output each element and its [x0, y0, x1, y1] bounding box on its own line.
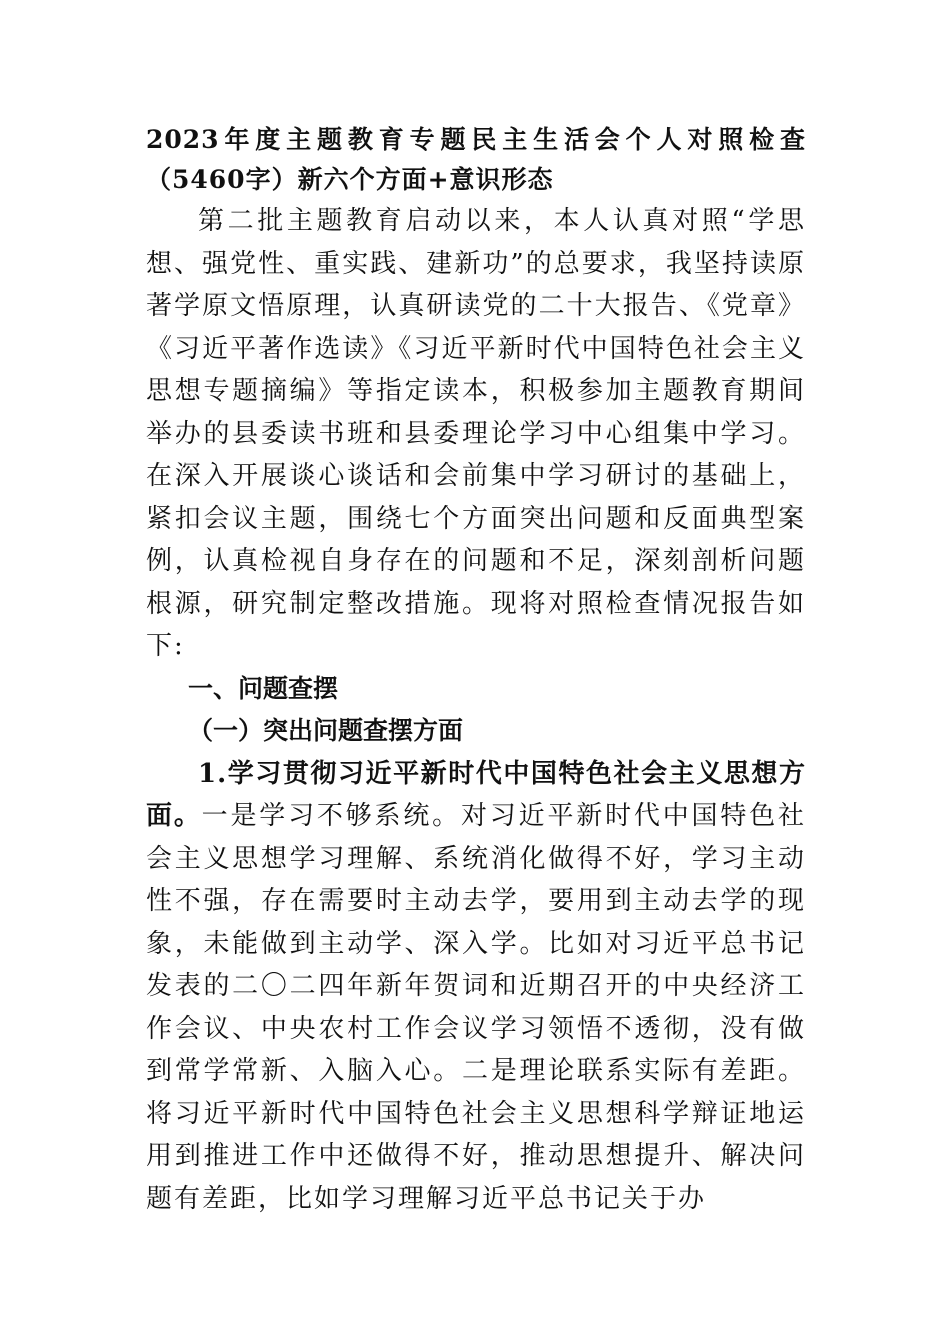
section-heading: 一、问题查摆	[188, 673, 339, 703]
item-body: 一是学习不够系统。对习近平新时代中国特色社会主义思想学习理解、系统消化做得不好，学习主动性不强，存在需要时主动去学，要用到主动去学的现象，未能做到主动学、深入学。比如对习近平总书记发表的二〇二四年新年贺词和近期召开的中央经济工作会议、中央农村工作会议学习领悟不透彻，没有做到常学常新、入脑入心。二是理论联系实际有差距。将习近平新时代中国特色社会主义思想科学辩证地运用到推进工作中还做得不好，推动思想提升、解决问题有差距，比如学习理解习近平总书记关于办	[146, 801, 806, 1214]
item-paragraph	[146, 753, 806, 1221]
document-title: 2023年度主题教育专题民主生活会个人对照检查（5460字）新六个方面+意识形态	[146, 125, 806, 194]
document-body	[146, 120, 806, 1220]
subsection-heading: （一）突出问题查摆方面	[188, 716, 464, 745]
item-heading: 1.学习贯彻习近平新时代中国特色社会主义思想方面。	[146, 758, 806, 831]
intro-paragraph: 第二批主题教育启动以来，本人认真对照“学思想、强党性、重实践、建新功”的总要求，我坚持读原著学原文悟原理，认真研读党的二十大报告、《党章》《习近平著作选读》《习近平新时代中国特色社会主义思想专题摘编》等指定读本，积极参加主题教育期间举办的县委读书班和县委理论学习中心组集中学习。在深入开展谈心谈话和会前集中学习研讨的基础上，紧扣会议主题，围绕七个方面突出问题和反面典型案例，认真检视自身存在的问题和不足，深刻剖析问题根源，研究制定整改措施。现将对照检查情况报告如下:	[146, 206, 806, 661]
